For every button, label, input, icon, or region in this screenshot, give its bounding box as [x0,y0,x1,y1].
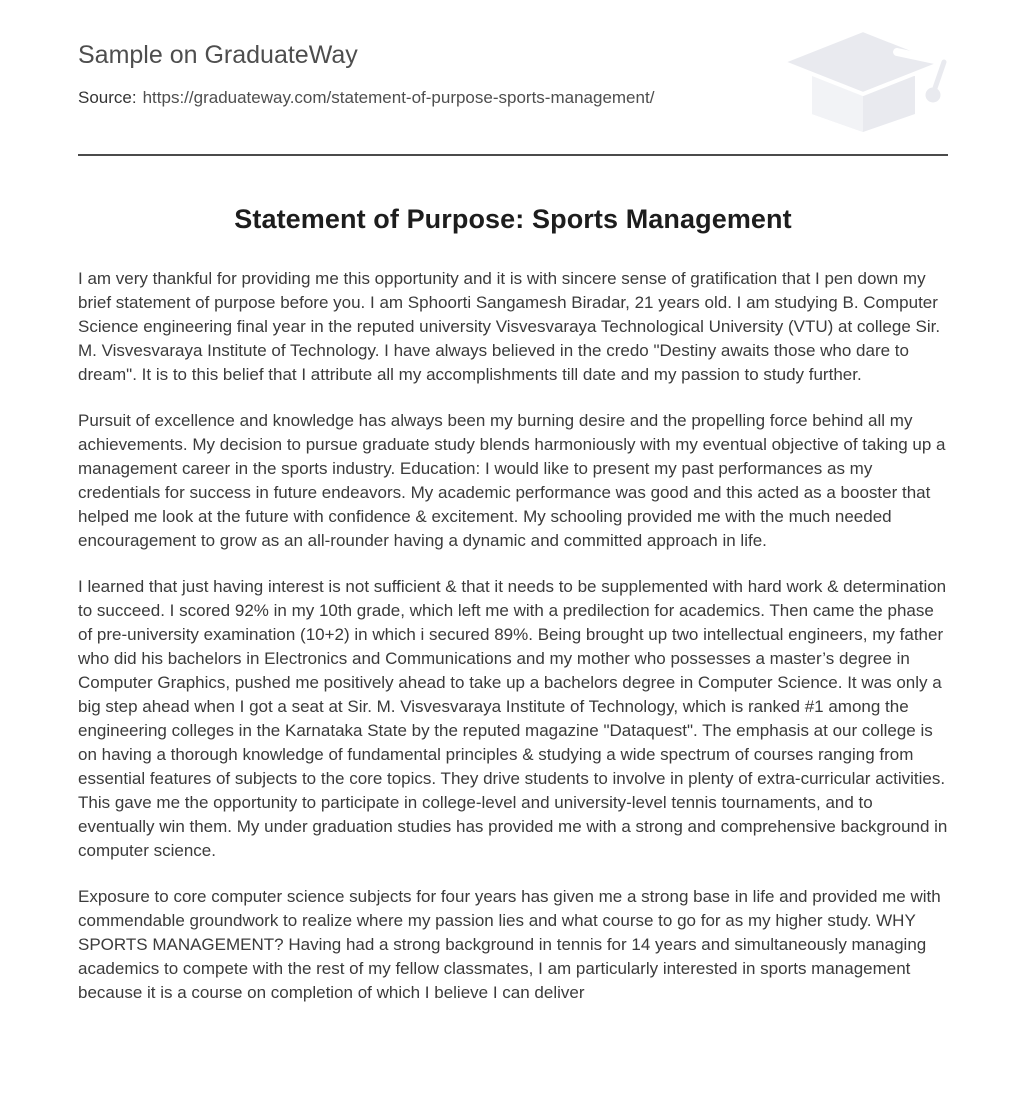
essay-paragraph: I am very thankful for providing me this opportunity and it is with sincere sense of gratification that I pen down my brief statement of purpose before you. I am Sphoorti Sangamesh Biradar, 21 years old. I am studying B. Computer Science engineering final year in the reputed university Visvesvaraya Technological University (VTU) at college Sir. M. Visvesvaraya Institute of Technology. I have always believed in the credo "Destiny awaits those who dare to dream". It is to this belief that I attribute all my accomplishments till date and my passion to study further. [78,269,941,384]
essay-paragraph: Exposure to core computer science subjects for four years has given me a strong base in life and provided me with commendable groundwork to realize where my passion lies and what course to go for as my higher study. WHY SPORTS MANAGEMENT? Having had a strong background in tennis for 14 years and simultaneously managing academics to compete with the rest of my fellow classmates, I am particularly interested in sports management because it is a course on completion of which I believe I can deliver [78,887,941,1002]
source-label: Source: [78,88,137,107]
source-line [78,86,948,110]
essay-paragraph: I learned that just having interest is not sufficient & that it needs to be supplemented with hard work & determination to succeed. I scored 92% in my 10th grade, which left me with a predilection for academics. Then came the phase of pre-university examination (10+2) in which i secured 89%. Being brought up two intellectual engineers, my father who did his bachelors in Electronics and Communications and my mother who possesses a master’s degree in Computer Graphics, pushed me positively ahead to take up a bachelors degree in Computer Science. It was only a big step ahead when I got a seat at Sir. M. Visvesvaraya Institute of Technology, which is ranked #1 among the engineering colleges in the Karnataka State by the reputed magazine "Dataquest". The emphasis at our college is on having a thorough knowledge of fundamental principles & studying a wide spectrum of courses ranging from essential features of subjects to the core topics. They drive students to involve in plenty of extra-curricular activities. This gave me the opportunity to participate in college-level and university-level tennis tournaments, and to eventually win them. My under graduation studies has provided me with a strong and comprehensive background in computer science. [78,577,948,860]
site-header-title: Sample on GraduateWay [78,41,358,69]
header-divider [78,154,948,156]
essay-body [78,267,948,1005]
essay-paragraph: Pursuit of excellence and knowledge has always been my burning desire and the propelling force behind all my achievements. My decision to pursue graduate study blends harmoniously with my eventual objective of taking up a management career in the sports industry. Education: I would like to present my past performances as my credentials for success in future endeavors. My academic performance was good and this acted as a booster that helped me look at the future with confidence & excitement. My schooling provided me with the much needed encouragement to grow as an all-rounder having a dynamic and committed approach in life. [78,411,946,550]
source-url-link[interactable]: https://graduateway.com/statement-of-purpose-sports-management/ [142,88,655,107]
essay-title: Statement of Purpose: Sports Management [234,204,792,234]
